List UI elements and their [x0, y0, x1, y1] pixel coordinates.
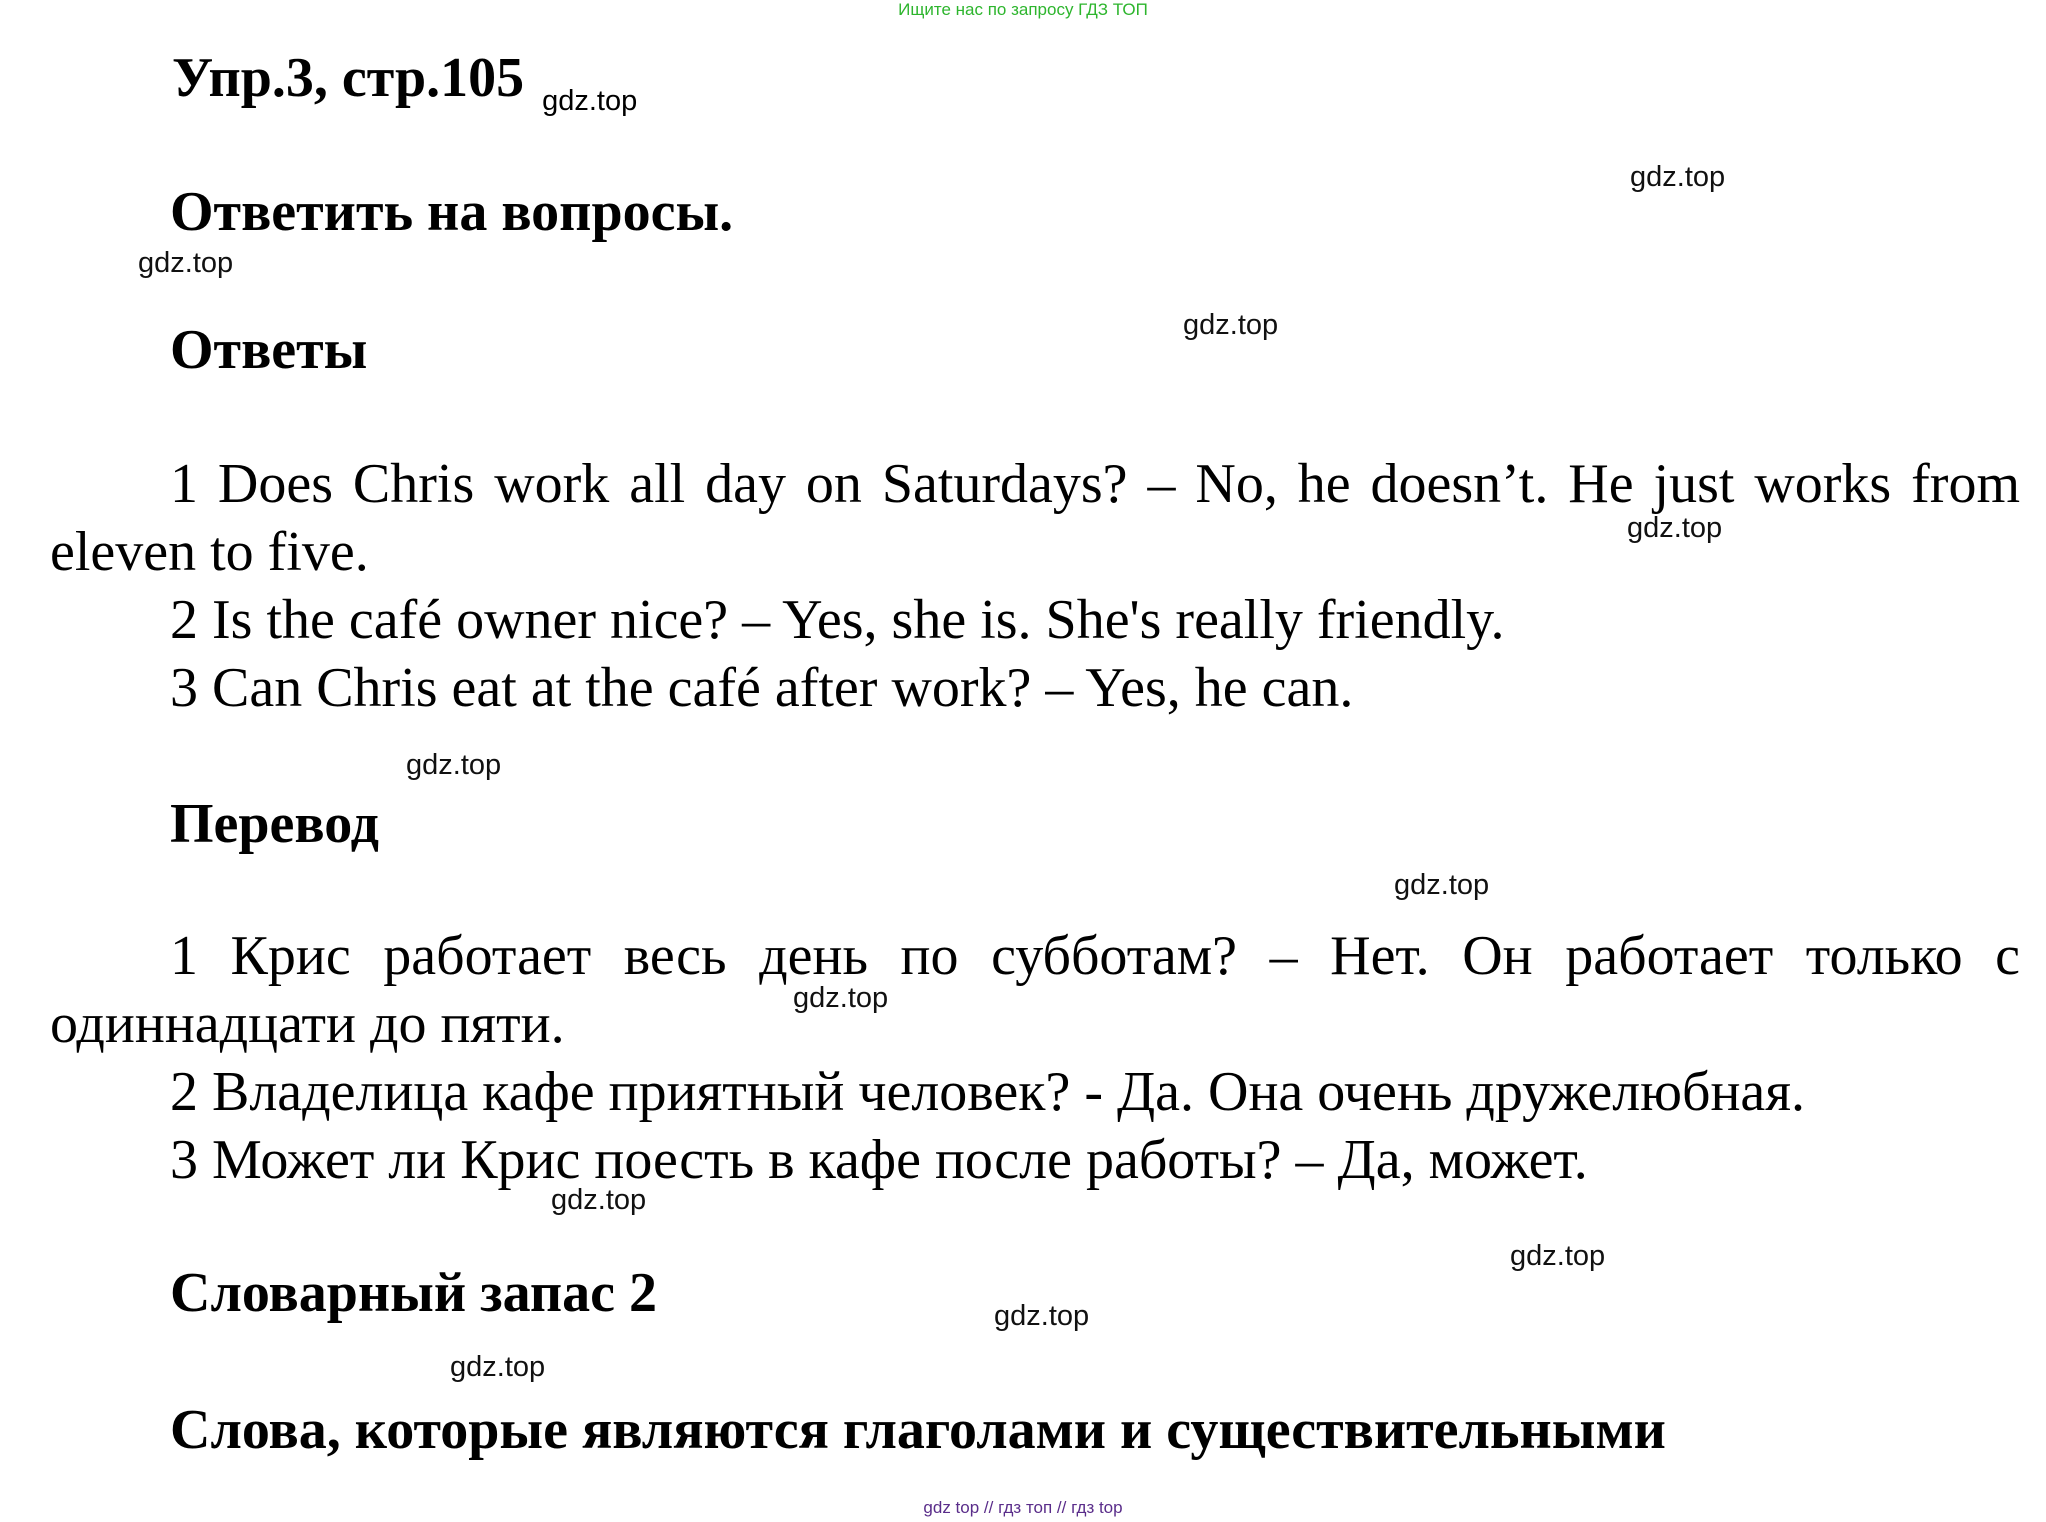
watermark: gdz.top — [1183, 309, 1279, 341]
watermark: gdz.top — [994, 1300, 1090, 1332]
watermark: gdz.top — [1510, 1240, 1606, 1272]
watermark: gdz.top — [1627, 512, 1723, 544]
translations-list — [50, 922, 2020, 1194]
watermark: gdz.top — [542, 85, 638, 117]
watermark: gdz.top — [793, 982, 889, 1014]
vocab-heading: Словарный запас 2 — [170, 1262, 657, 1324]
answer-item: 3 Can Chris eat at the café after work? – Yes, he can. — [170, 657, 1354, 719]
translation-item: 3 Может ли Крис поесть в кафе после работы? – Да, может. — [170, 1129, 1588, 1191]
watermark: gdz.top — [1630, 161, 1726, 193]
answers-heading: Ответы — [170, 319, 368, 381]
translation-item: 2 Владелица кафе приятный человек? - Да. Она очень дружелюбная. — [170, 1061, 1806, 1123]
top-banner: Ищите нас по запросу ГДЗ ТОП — [898, 0, 1148, 19]
task-heading: Ответить на вопросы. — [170, 181, 734, 243]
watermark: gdz.top — [1394, 869, 1490, 901]
answer-item: 1 Does Chris work all day on Saturdays? – No, he doesn’t. He just works from eleven to five. — [50, 453, 2020, 583]
watermark: gdz.top — [551, 1184, 647, 1216]
title-text: Упр.3, стр.105 — [172, 47, 525, 109]
watermark: gdz.top — [406, 749, 502, 781]
footer-watermark: gdz top // гдз топ // гдз top — [923, 1498, 1123, 1517]
answer-item: 2 Is the café owner nice? – Yes, she is. She's really friendly. — [170, 589, 1505, 651]
translation-heading: Перевод — [170, 793, 379, 855]
translation-item: 1 Крис работает весь день по субботам? – Нет. Он работает только с одиннадцати до пяти. — [50, 925, 2020, 1055]
words-heading: Слова, которые являются глаголами и существительными — [170, 1399, 1666, 1461]
page-title — [172, 42, 637, 137]
answers-list — [50, 450, 2020, 722]
watermark: gdz.top — [450, 1351, 546, 1383]
watermark: gdz.top — [138, 247, 234, 279]
